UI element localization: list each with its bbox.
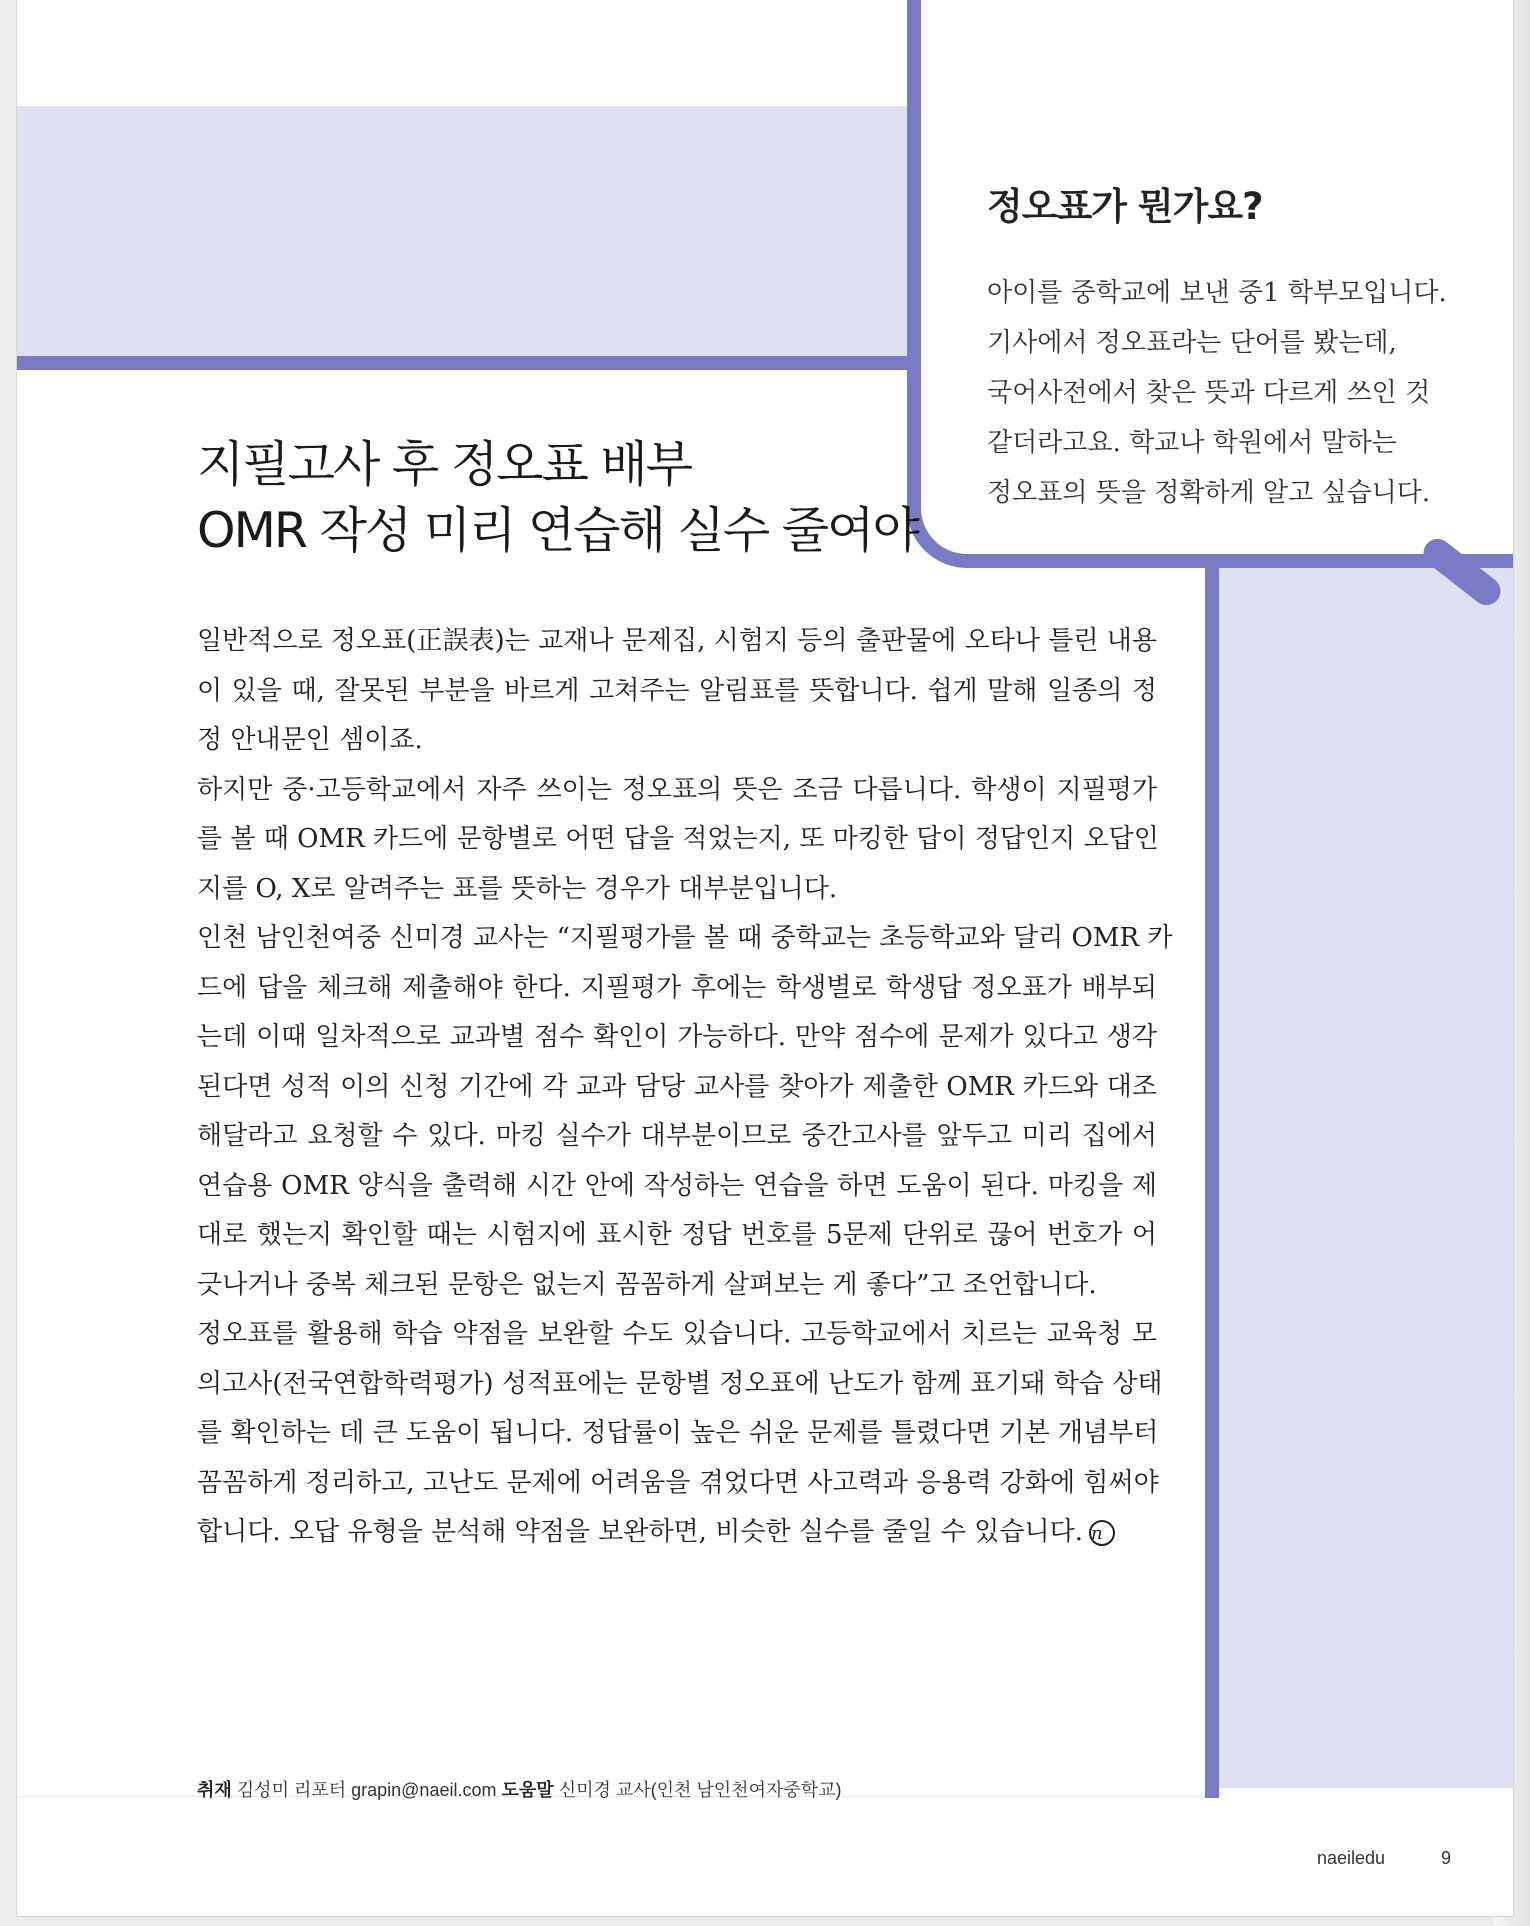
magazine-page xyxy=(16,0,1514,1917)
question-line: 기사에서 정오표라는 단어를 봤는데, xyxy=(987,328,1397,358)
article-line: 드에 답을 체크해 제출해야 한다. 지필평가 후에는 학생별로 학생답 정오표가 배부되 xyxy=(197,972,1157,1003)
article-line: 꼼꼼하게 정리하고, 고난도 문제에 어려움을 겪었다면 사고력과 응용력 강화에 힘써야 xyxy=(197,1467,1159,1498)
article-line: 된다면 성적 이의 신청 기간에 각 교과 담당 교사를 찾아가 제출한 OMR 카드와 대조 xyxy=(197,1071,1157,1102)
article-line: 일반적으로 정오표(正誤表)는 교재나 문제집, 시험지 등의 출판물에 오타나 틀린 내용 xyxy=(197,626,1157,656)
article-last-line xyxy=(197,1508,1157,1558)
headline-line-2: OMR 작성 미리 연습해 실수 줄여야 xyxy=(197,502,918,559)
article-line: 인천 남인천여중 신미경 교사는 “지필평가를 볼 때 중학교는 초등학교와 달리 OMR 카 xyxy=(197,923,1173,953)
footer-brand: naeiledu xyxy=(1317,1848,1386,1868)
credit-advisor: 신미경 교사(인천 남인천여자중학교) xyxy=(558,1780,842,1800)
article-headline xyxy=(197,432,1057,564)
question-body xyxy=(987,268,1457,518)
article-line: 지를 O, X로 알려주는 표를 뜻하는 경우가 대부분입니다. xyxy=(197,873,838,904)
article-line: 정 안내문인 셈이죠. xyxy=(197,725,423,755)
credit-label-advisor: 도움말 xyxy=(501,1780,554,1800)
article-line: 합니다. 오답 유형을 분석해 약점을 보완하면, 비슷한 실수를 줄일 수 있습니다. xyxy=(197,1517,1084,1547)
article-line: 의고사(전국연합학력평가) 성적표에는 문항별 정오표에 난도가 함께 표기돼 학습 상태 xyxy=(197,1368,1163,1399)
question-line: 아이를 중학교에 보낸 중1 학부모입니다. xyxy=(987,278,1447,308)
page-number: 9 xyxy=(1441,1848,1452,1868)
article-line: 정오표를 활용해 학습 약점을 보완할 수도 있습니다. 고등학교에서 치르는 교육청 모 xyxy=(197,1319,1157,1349)
credit-reporter: 김성미 리포터 grapin@naeil.com xyxy=(236,1780,497,1800)
article-line: 는데 이때 일차적으로 교과별 점수 확인이 가능하다. 만약 점수에 문제가 있다고 생각 xyxy=(197,1022,1157,1052)
article-line: 를 볼 때 OMR 카드에 문항별로 어떤 답을 적었는지, 또 마킹한 답이 정답인지 오답인 xyxy=(197,824,1159,854)
headline-line-1: 지필고사 후 정오표 배부 xyxy=(197,436,692,493)
question-line: 같더라고요. 학교나 학원에서 말하는 xyxy=(987,428,1397,458)
naeil-logo-icon: n xyxy=(1089,1520,1115,1546)
top-tint-band xyxy=(17,106,913,356)
article-line: 연습용 OMR 양식을 출력해 시간 안에 작성하는 연습을 하면 도움이 된다. 마킹을 제 xyxy=(197,1170,1157,1201)
credits xyxy=(197,1776,842,1802)
right-tint-panel xyxy=(1213,568,1514,1788)
question-line: 국어사전에서 찾은 뜻과 다르게 쓰인 것 xyxy=(987,378,1431,408)
article-line: 해달라고 요청할 수 있다. 마킹 실수가 대부분이므로 중간고사를 앞두고 미리 집에서 xyxy=(197,1121,1157,1151)
top-accent-rule xyxy=(17,356,913,370)
article-line: 하지만 중·고등학교에서 자주 쓰이는 정오표의 뜻은 조금 다릅니다. 학생이 지필평가 xyxy=(197,774,1157,805)
article-body xyxy=(197,617,1173,1558)
question-title: 정오표가 뭔가요? xyxy=(987,185,1263,228)
credit-label-reporter: 취재 xyxy=(197,1780,232,1800)
question-line: 정오표의 뜻을 정확하게 알고 싶습니다. xyxy=(987,478,1431,508)
article-line: 긋나거나 중복 체크된 문항은 없는지 꼼꼼하게 살펴보는 게 좋다”고 조언합니다. xyxy=(197,1269,1097,1300)
right-accent-rule xyxy=(1205,568,1219,1798)
article-line: 를 확인하는 데 큰 도움이 됩니다. 정답률이 높은 쉬운 문제를 틀렸다면 기본 개념부터 xyxy=(197,1418,1159,1448)
article-line: 이 있을 때, 잘못된 부분을 바르게 고쳐주는 알림표를 뜻합니다. 쉽게 말해 일종의 정 xyxy=(197,675,1157,706)
article-line: 대로 했는지 확인할 때는 시험지에 표시한 정답 번호를 5문제 단위로 끊어 번호가 어 xyxy=(197,1220,1157,1250)
